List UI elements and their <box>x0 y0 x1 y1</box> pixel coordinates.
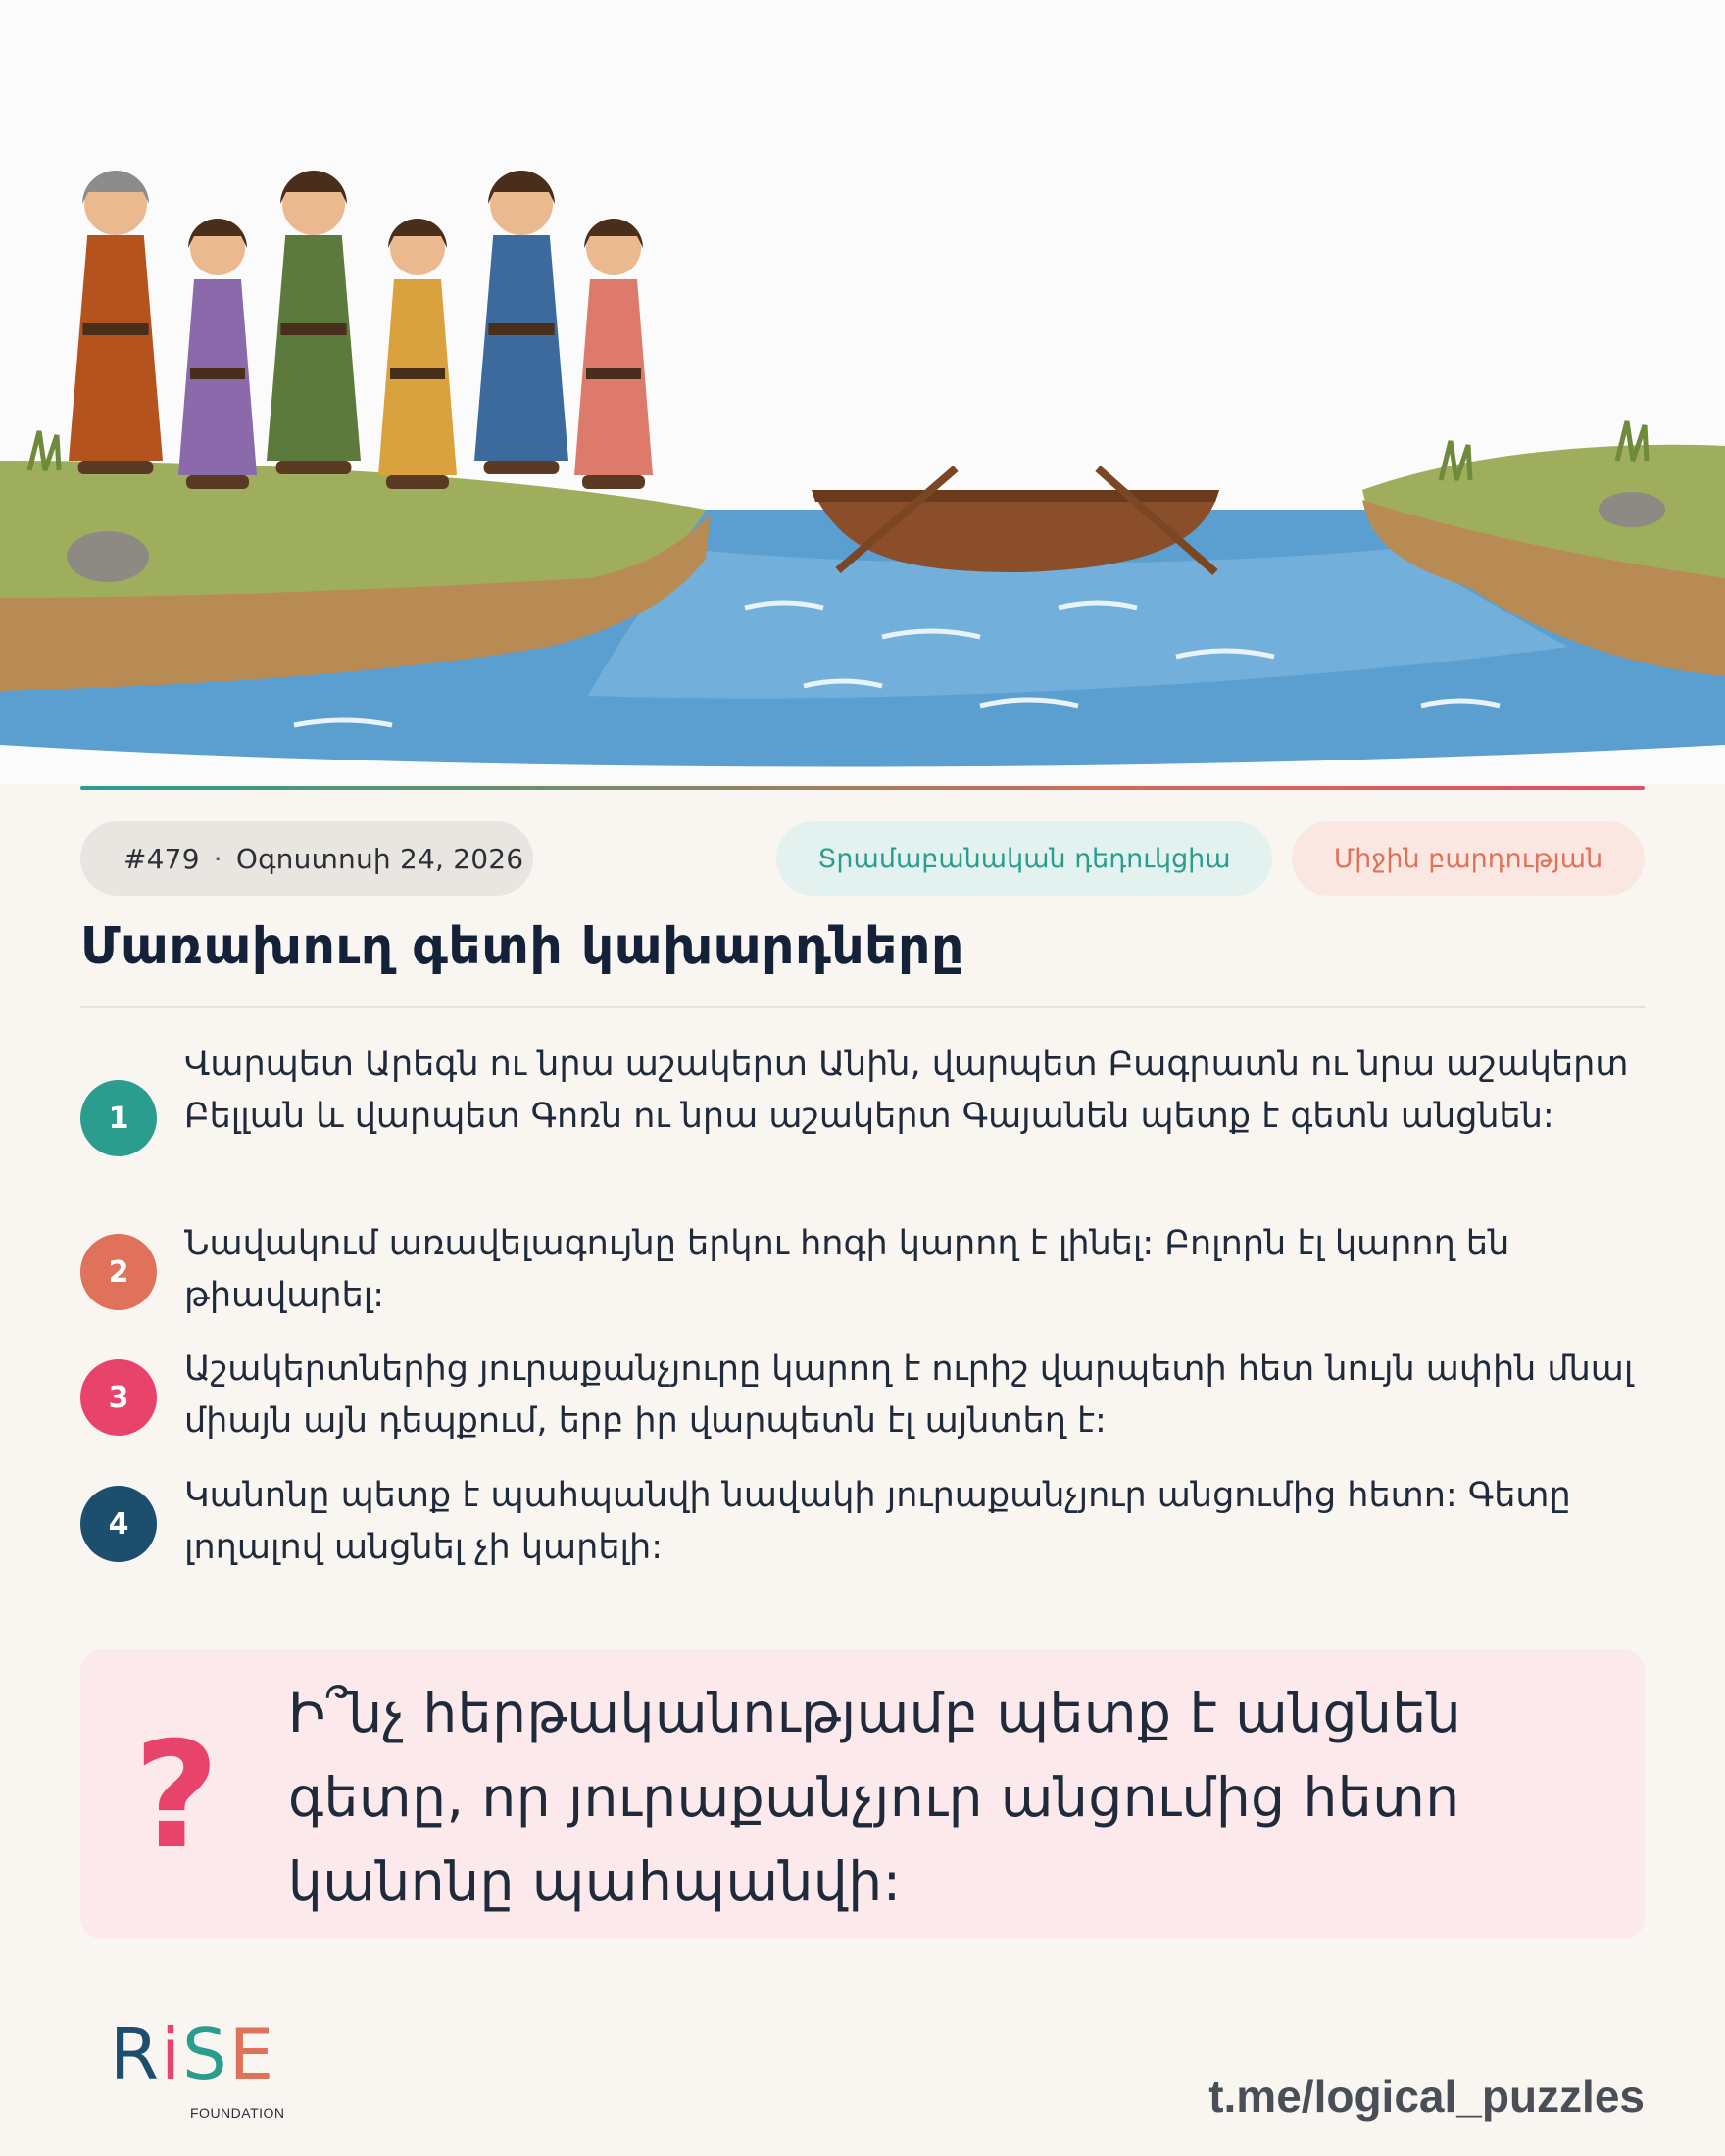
rule-text: Վարպետ Արեգն ու նրա աշակերտ Անին, վարպետ Բագրատն ու նրա աշակերտ Բելլան և վարպետ Գոռն ու նրա աշակերտ Գայանեն պետք է գետն անցնեն: <box>184 1045 1629 1136</box>
rule-text: Նավակում առավելագույնը երկու հոգի կարող է լինել: Բոլորն էլ կարող են թիավարել: <box>184 1224 1510 1315</box>
meta-separator: · <box>213 842 222 875</box>
logo-letter: S <box>182 2013 229 2095</box>
category-tag: Տրամաբանական դեդուկցիա <box>776 821 1272 896</box>
puzzle-date: Օգոստոսի 24, 2026 <box>235 842 524 875</box>
logo-wordmark <box>110 2011 275 2097</box>
telegram-channel-link[interactable]: t.me/logical_puzzles <box>1208 2071 1645 2122</box>
logo-letter: R <box>110 2013 162 2095</box>
rule-text: Կանոնը պետք է պահպանվի նավակի յուրաքանչյուր անցումից հետո: Գետը լողալով անցնել չի կարելի: <box>184 1476 1571 1567</box>
question-text: Ի՞նչ հերթականությամբ պետք է անցնեն գետը, որ յուրաքանչյուր անցումից հետո կանոնը պահպանվի: <box>288 1682 1462 1913</box>
rule-number-badge: 1 <box>80 1080 157 1156</box>
rule-number-badge: 2 <box>80 1234 157 1310</box>
logo-subtitle: FOUNDATION <box>190 2105 285 2121</box>
right-bank-rock <box>1599 492 1665 527</box>
left-bank-rock <box>67 531 149 582</box>
issue-number: #479 <box>123 842 200 875</box>
logo-letter: i <box>161 2013 183 2095</box>
logo-letter: E <box>228 2013 276 2095</box>
rule-number-badge: 3 <box>80 1359 157 1436</box>
rise-foundation-logo <box>110 2011 335 2119</box>
question-mark-icon: ? <box>133 1711 220 1882</box>
accent-divider <box>80 786 1645 790</box>
issue-date-pill <box>80 821 533 896</box>
difficulty-tag: Միջին բարդության <box>1292 821 1645 896</box>
rule-text: Աշակերտներից յուրաքանչյուրը կարող է ուրիշ վարպետի հետ նույն ափին մնալ միայն այն դեպքում, երբ իր վարպետն էլ այնտեղ է: <box>184 1349 1634 1441</box>
river-crossing-illustration <box>0 0 1725 784</box>
title-divider <box>80 1006 1645 1008</box>
rule-number-badge: 4 <box>80 1486 157 1562</box>
puzzle-title: Մառախուղ գետի կախարդները <box>80 917 964 976</box>
boat-rim <box>812 490 1219 502</box>
question-box <box>80 1649 1645 1939</box>
